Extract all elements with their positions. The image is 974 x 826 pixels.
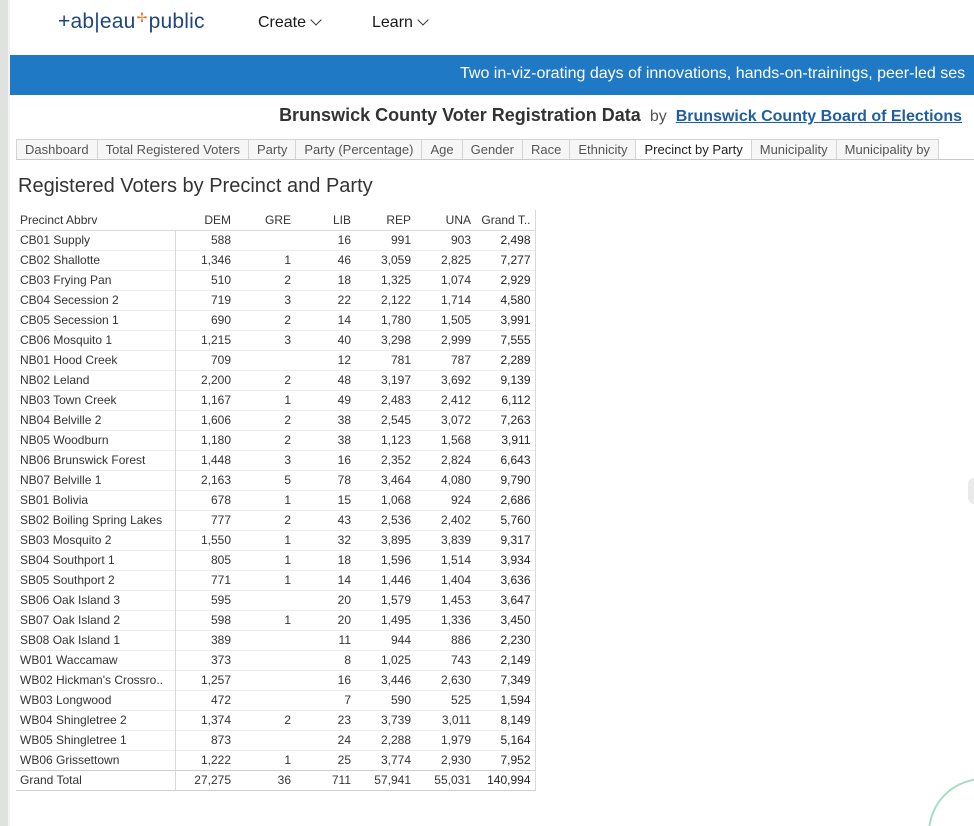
- cell-grand-total: 7,263: [475, 410, 535, 430]
- chevron-down-icon: [310, 14, 321, 25]
- cell-dem: 1,180: [200, 433, 231, 447]
- precinct-party-table: [16, 210, 536, 791]
- cell-dem: 1,606: [200, 413, 231, 427]
- cell-dem: 588: [210, 233, 231, 247]
- cell-precinct: SB08 Oak Island 1: [16, 630, 175, 650]
- table-row[interactable]: [16, 410, 535, 430]
- cell-precinct: NB02 Leland: [16, 370, 175, 390]
- cell-una: 743: [450, 653, 471, 667]
- cell-rep: 3,298: [380, 333, 411, 347]
- cell-rep: 2,288: [380, 733, 411, 747]
- cell-gre: 36: [277, 773, 291, 787]
- tab-race[interactable]: Race: [522, 139, 570, 160]
- table-row[interactable]: [16, 250, 535, 270]
- column-header-gre[interactable]: GRE: [264, 212, 291, 227]
- cell-dem: 1,257: [200, 673, 231, 687]
- cell-lib: 16: [337, 453, 351, 467]
- cell-gre: 2: [284, 713, 291, 727]
- cell-una: 3,839: [440, 533, 471, 547]
- cell-gre: 1: [284, 493, 291, 507]
- cell-rep: 3,464: [380, 473, 411, 487]
- cell-precinct: NB07 Belville 1: [16, 470, 175, 490]
- table-row[interactable]: [16, 230, 535, 250]
- cell-rep: 1,068: [380, 493, 411, 507]
- window-left-edge: [0, 0, 8, 826]
- logo-wordmark-right: public: [148, 10, 205, 33]
- table-header-row: [16, 210, 535, 230]
- table-row[interactable]: [16, 330, 535, 350]
- cell-lib: 8: [344, 653, 351, 667]
- cell-grand-total: 2,929: [475, 270, 535, 290]
- table-row[interactable]: [16, 490, 535, 510]
- cell-precinct: NB04 Belville 2: [16, 410, 175, 430]
- cell-grand-total: 3,450: [475, 610, 535, 630]
- table-row[interactable]: [16, 670, 535, 690]
- cell-gre: 2: [284, 373, 291, 387]
- cell-dem: 873: [210, 733, 231, 747]
- cell-gre: 3: [284, 333, 291, 347]
- chevron-down-icon: [417, 14, 428, 25]
- tab-dashboard[interactable]: Dashboard: [16, 139, 98, 160]
- cell-gre: 2: [284, 273, 291, 287]
- cell-lib: 11: [338, 633, 351, 647]
- table-row[interactable]: [16, 690, 535, 710]
- table-row[interactable]: [16, 630, 535, 650]
- table-row[interactable]: [16, 310, 535, 330]
- cell-gre: 1: [284, 253, 291, 267]
- cell-precinct: WB05 Shingletree 1: [16, 730, 175, 750]
- table-row[interactable]: [16, 610, 535, 630]
- table-row[interactable]: [16, 290, 535, 310]
- cell-grand-total: 2,289: [475, 350, 535, 370]
- cell-dem: 1,222: [200, 753, 231, 767]
- cell-precinct: CB01 Supply: [16, 230, 175, 250]
- cell-lib: 32: [337, 533, 351, 547]
- cell-dem: 2,200: [200, 373, 231, 387]
- cell-dem: 1,167: [200, 393, 231, 407]
- cell-rep: 3,197: [380, 373, 411, 387]
- column-header-rep[interactable]: REP: [386, 212, 411, 227]
- cell-rep: 2,352: [380, 453, 411, 467]
- cell-grand-total: 3,636: [475, 570, 535, 590]
- cell-una: 903: [450, 233, 471, 247]
- cell-dem: 719: [210, 293, 231, 307]
- cell-una: 2,402: [440, 513, 471, 527]
- cell-una: 2,825: [440, 253, 471, 267]
- scroll-handle[interactable]: [968, 478, 974, 504]
- cell-precinct: SB01 Bolivia: [16, 490, 175, 510]
- cell-precinct: SB06 Oak Island 3: [16, 590, 175, 610]
- table-row[interactable]: [16, 550, 535, 570]
- cell-precinct: SB04 Southport 1: [16, 550, 175, 570]
- cell-rep: 2,122: [380, 293, 411, 307]
- cell-rep: 3,739: [380, 713, 411, 727]
- top-navigation: [10, 0, 974, 55]
- cell-una: 1,505: [440, 313, 471, 327]
- cell-una: 525: [450, 693, 471, 707]
- cell-gre: [235, 590, 295, 610]
- cell-dem: 373: [210, 653, 231, 667]
- cell-precinct: NB05 Woodburn: [16, 430, 175, 450]
- cell-una: 1,453: [440, 593, 471, 607]
- cell-lib: 40: [337, 333, 351, 347]
- cell-gre: 2: [284, 413, 291, 427]
- cell-gre: 1: [284, 573, 291, 587]
- sheet-title: Registered Voters by Precinct and Party: [18, 175, 373, 197]
- cell-dem: 690: [210, 313, 231, 327]
- cell-dem: 472: [210, 693, 231, 707]
- cell-precinct: SB05 Southport 2: [16, 570, 175, 590]
- cell-dem: 2,163: [200, 473, 231, 487]
- cell-rep: 3,059: [380, 253, 411, 267]
- cell-precinct: WB04 Shingletree 2: [16, 710, 175, 730]
- cell-dem: 771: [210, 573, 231, 587]
- column-header-lib[interactable]: LIB: [332, 212, 351, 227]
- cell-lib: 23: [337, 713, 351, 727]
- tab-party-percentage[interactable]: Party (Percentage): [295, 139, 422, 160]
- cell-rep: 2,483: [380, 393, 411, 407]
- cell-una: 1,074: [440, 273, 471, 287]
- cell-precinct: WB03 Longwood: [16, 690, 175, 710]
- cell-dem: 777: [210, 513, 231, 527]
- viz-title: Brunswick County Voter Registration Data: [279, 105, 641, 125]
- cell-lib: 14: [337, 313, 351, 327]
- table-row[interactable]: [16, 350, 535, 370]
- cell-lib: 48: [337, 373, 351, 387]
- column-header-grand-total[interactable]: Grand T..: [475, 210, 535, 230]
- cell-rep: 991: [390, 233, 411, 247]
- cell-lib: 20: [337, 593, 351, 607]
- nav-create-menu[interactable]: [258, 14, 320, 32]
- cell-lib: 18: [337, 553, 351, 567]
- cell-lib: 16: [337, 673, 351, 687]
- cell-grand-total: 5,164: [475, 730, 535, 750]
- cell-grand-total: 7,277: [475, 250, 535, 270]
- cell-rep: 1,495: [380, 613, 411, 627]
- cell-grand-total: 9,317: [475, 530, 535, 550]
- cell-una: 4,080: [440, 473, 471, 487]
- cell-gre: 5: [284, 473, 291, 487]
- viz-by-label: by: [649, 108, 667, 125]
- grand-total-row[interactable]: [16, 770, 535, 790]
- cell-lib: 7: [344, 693, 351, 707]
- cell-grand-total: 6,643: [475, 450, 535, 470]
- cell-precinct: WB06 Grissettown: [16, 750, 175, 770]
- cell-una: 787: [450, 353, 471, 367]
- cell-una: 2,824: [440, 453, 471, 467]
- cell-dem: 598: [210, 613, 231, 627]
- cell-grand-total: 6,112: [475, 390, 535, 410]
- cell-precinct: NB01 Hood Creek: [16, 350, 175, 370]
- cell-dem: 389: [210, 633, 231, 647]
- cell-rep: 781: [390, 353, 411, 367]
- cell-lib: 25: [337, 753, 351, 767]
- tab-municipality[interactable]: Municipality: [751, 139, 837, 160]
- tableau-public-logo[interactable]: [58, 10, 205, 34]
- column-header-precinct[interactable]: Precinct Abbrv: [20, 212, 98, 227]
- cell-grand-total: 2,230: [475, 630, 535, 650]
- cell-precinct: Grand Total: [16, 770, 175, 790]
- table-row[interactable]: [16, 710, 535, 730]
- cell-gre: [235, 350, 295, 370]
- table-row[interactable]: [16, 450, 535, 470]
- cell-precinct: CB05 Secession 1: [16, 310, 175, 330]
- cell-grand-total: 4,580: [475, 290, 535, 310]
- cell-grand-total: 7,349: [475, 670, 535, 690]
- cell-grand-total: 1,594: [475, 690, 535, 710]
- promo-banner-text: Two in-viz-orating days of innovations, hands-on-trainings, peer-led ses: [460, 65, 966, 82]
- cell-gre: 3: [284, 453, 291, 467]
- cell-grand-total: 7,555: [475, 330, 535, 350]
- cell-rep: 1,780: [380, 313, 411, 327]
- cell-precinct: NB03 Town Creek: [16, 390, 175, 410]
- cell-grand-total: 9,139: [475, 370, 535, 390]
- table-row[interactable]: [16, 270, 535, 290]
- cell-precinct: WB02 Hickman's Crossro..: [16, 670, 175, 690]
- cell-lib: 14: [337, 573, 351, 587]
- cell-dem: 805: [210, 553, 231, 567]
- cell-una: 3,011: [441, 713, 471, 727]
- cell-grand-total: 7,952: [475, 750, 535, 770]
- cell-rep: 2,536: [380, 513, 411, 527]
- cell-dem: 1,346: [200, 253, 231, 267]
- table-row[interactable]: [16, 530, 535, 550]
- cell-dem: 1,550: [200, 533, 231, 547]
- tab-precinct-by-party[interactable]: Precinct by Party: [635, 139, 751, 160]
- cell-rep: 1,446: [380, 573, 411, 587]
- cell-precinct: NB06 Brunswick Forest: [16, 450, 175, 470]
- cell-lib: 12: [337, 353, 351, 367]
- column-header-dem[interactable]: DEM: [204, 212, 231, 227]
- cell-gre: 1: [284, 753, 291, 767]
- tab-municipality-by[interactable]: Municipality by: [836, 139, 939, 160]
- window-left-edge-highlight: [8, 0, 10, 826]
- cell-gre: [235, 630, 295, 650]
- cell-dem: 1,448: [200, 453, 231, 467]
- decorative-corner-arc: [928, 778, 974, 826]
- cell-lib: 24: [337, 733, 351, 747]
- tab-ethnicity[interactable]: Ethnicity: [569, 139, 636, 160]
- cell-dem: 510: [210, 273, 231, 287]
- cell-lib: 20: [337, 613, 351, 627]
- cell-rep: 590: [390, 693, 411, 707]
- cell-dem: 1,215: [200, 333, 231, 347]
- cell-una: 1,714: [440, 293, 471, 307]
- cell-gre: [235, 730, 295, 750]
- cell-grand-total: 8,149: [475, 710, 535, 730]
- viz-author-link[interactable]: Brunswick County Board of Elections: [675, 108, 962, 125]
- table-row[interactable]: [16, 510, 535, 530]
- nav-create-label: Create: [258, 14, 307, 31]
- tab-age[interactable]: Age: [421, 139, 462, 160]
- cell-grand-total: 5,760: [475, 510, 535, 530]
- cell-gre: [235, 650, 295, 670]
- cell-precinct: CB04 Secession 2: [16, 290, 175, 310]
- cell-lib: 49: [337, 393, 351, 407]
- cell-precinct: CB06 Mosquito 1: [16, 330, 175, 350]
- table-row[interactable]: [16, 370, 535, 390]
- cell-lib: 38: [337, 413, 351, 427]
- tab-party[interactable]: Party: [248, 139, 296, 160]
- cell-dem: 678: [210, 493, 231, 507]
- cell-una: 2,630: [440, 673, 471, 687]
- table-row[interactable]: [16, 650, 535, 670]
- cell-una: 924: [450, 493, 471, 507]
- cell-lib: 78: [337, 473, 351, 487]
- table-row[interactable]: [16, 590, 535, 610]
- cell-gre: 1: [284, 533, 291, 547]
- cell-precinct: SB03 Mosquito 2: [16, 530, 175, 550]
- cell-rep: 1,325: [380, 273, 411, 287]
- cell-lib: 711: [331, 773, 351, 787]
- column-header-una[interactable]: UNA: [445, 212, 471, 227]
- cell-grand-total: 9,790: [475, 470, 535, 490]
- cell-dem: 1,374: [200, 713, 231, 727]
- cell-una: 2,999: [440, 333, 471, 347]
- cell-una: 2,930: [440, 753, 471, 767]
- cell-lib: 22: [337, 293, 351, 307]
- cell-grand-total: 2,149: [475, 650, 535, 670]
- cell-dem: 709: [210, 353, 231, 367]
- cell-gre: 2: [284, 433, 291, 447]
- table-row[interactable]: [16, 730, 535, 750]
- table-row[interactable]: [16, 390, 535, 410]
- tab-total-registered-voters[interactable]: Total Registered Voters: [97, 139, 249, 160]
- logo-sparkle-icon: ✢: [136, 10, 148, 25]
- tab-gender[interactable]: Gender: [462, 139, 523, 160]
- cell-gre: 2: [284, 313, 291, 327]
- cell-rep: 2,545: [380, 413, 411, 427]
- logo-wordmark-left: +ab|eau: [58, 10, 136, 33]
- cell-grand-total: 2,498: [475, 230, 535, 250]
- cell-una: 1,979: [440, 733, 471, 747]
- cell-precinct: SB02 Boiling Spring Lakes: [16, 510, 175, 530]
- nav-learn-menu[interactable]: [372, 14, 427, 32]
- cell-una: 2,412: [440, 393, 471, 407]
- cell-rep: 57,941: [374, 773, 411, 787]
- cell-lib: 46: [337, 253, 351, 267]
- cell-una: 55,031: [434, 773, 471, 787]
- cell-rep: 1,596: [380, 553, 411, 567]
- cell-rep: 1,123: [380, 433, 411, 447]
- cell-precinct: CB02 Shallotte: [16, 250, 175, 270]
- table-row[interactable]: [16, 570, 535, 590]
- cell-gre: [235, 690, 295, 710]
- cell-rep: 1,579: [380, 593, 411, 607]
- table-row[interactable]: [16, 750, 535, 770]
- cell-grand-total: 3,647: [475, 590, 535, 610]
- promo-banner[interactable]: [10, 55, 974, 95]
- cell-rep: 1,025: [380, 653, 411, 667]
- cell-una: 1,514: [440, 553, 471, 567]
- cell-lib: 18: [337, 273, 351, 287]
- cell-gre: 1: [284, 613, 291, 627]
- cell-rep: 944: [390, 633, 411, 647]
- cell-precinct: SB07 Oak Island 2: [16, 610, 175, 630]
- cell-grand-total: 3,911: [475, 430, 535, 450]
- sheet-tabs: [16, 139, 974, 160]
- cell-grand-total: 140,994: [475, 770, 535, 790]
- table-body: [16, 230, 535, 790]
- cell-una: 1,336: [440, 613, 471, 627]
- cell-grand-total: 3,934: [475, 550, 535, 570]
- cell-una: 1,568: [440, 433, 471, 447]
- cell-gre: 2: [284, 513, 291, 527]
- cell-lib: 15: [337, 493, 351, 507]
- table-row[interactable]: [16, 430, 535, 450]
- cell-precinct: WB01 Waccamaw: [16, 650, 175, 670]
- cell-grand-total: 3,991: [475, 310, 535, 330]
- cell-una: 3,072: [440, 413, 471, 427]
- cell-gre: [235, 230, 295, 250]
- cell-lib: 43: [337, 513, 351, 527]
- cell-lib: 38: [337, 433, 351, 447]
- cell-una: 886: [450, 633, 471, 647]
- cell-una: 1,404: [440, 573, 471, 587]
- cell-grand-total: 2,686: [475, 490, 535, 510]
- cell-rep: 3,774: [380, 753, 411, 767]
- cell-una: 3,692: [440, 373, 471, 387]
- cell-gre: [235, 670, 295, 690]
- viz-title-row: [279, 105, 962, 126]
- cell-rep: 3,895: [380, 533, 411, 547]
- cell-rep: 3,446: [380, 673, 411, 687]
- cell-gre: 3: [284, 293, 291, 307]
- cell-lib: 16: [337, 233, 351, 247]
- cell-gre: 1: [284, 553, 291, 567]
- cell-precinct: CB03 Frying Pan: [16, 270, 175, 290]
- cell-gre: 1: [284, 393, 291, 407]
- table-row[interactable]: [16, 470, 535, 490]
- nav-learn-label: Learn: [372, 14, 413, 31]
- cell-dem: 27,275: [194, 773, 231, 787]
- cell-dem: 595: [210, 593, 231, 607]
